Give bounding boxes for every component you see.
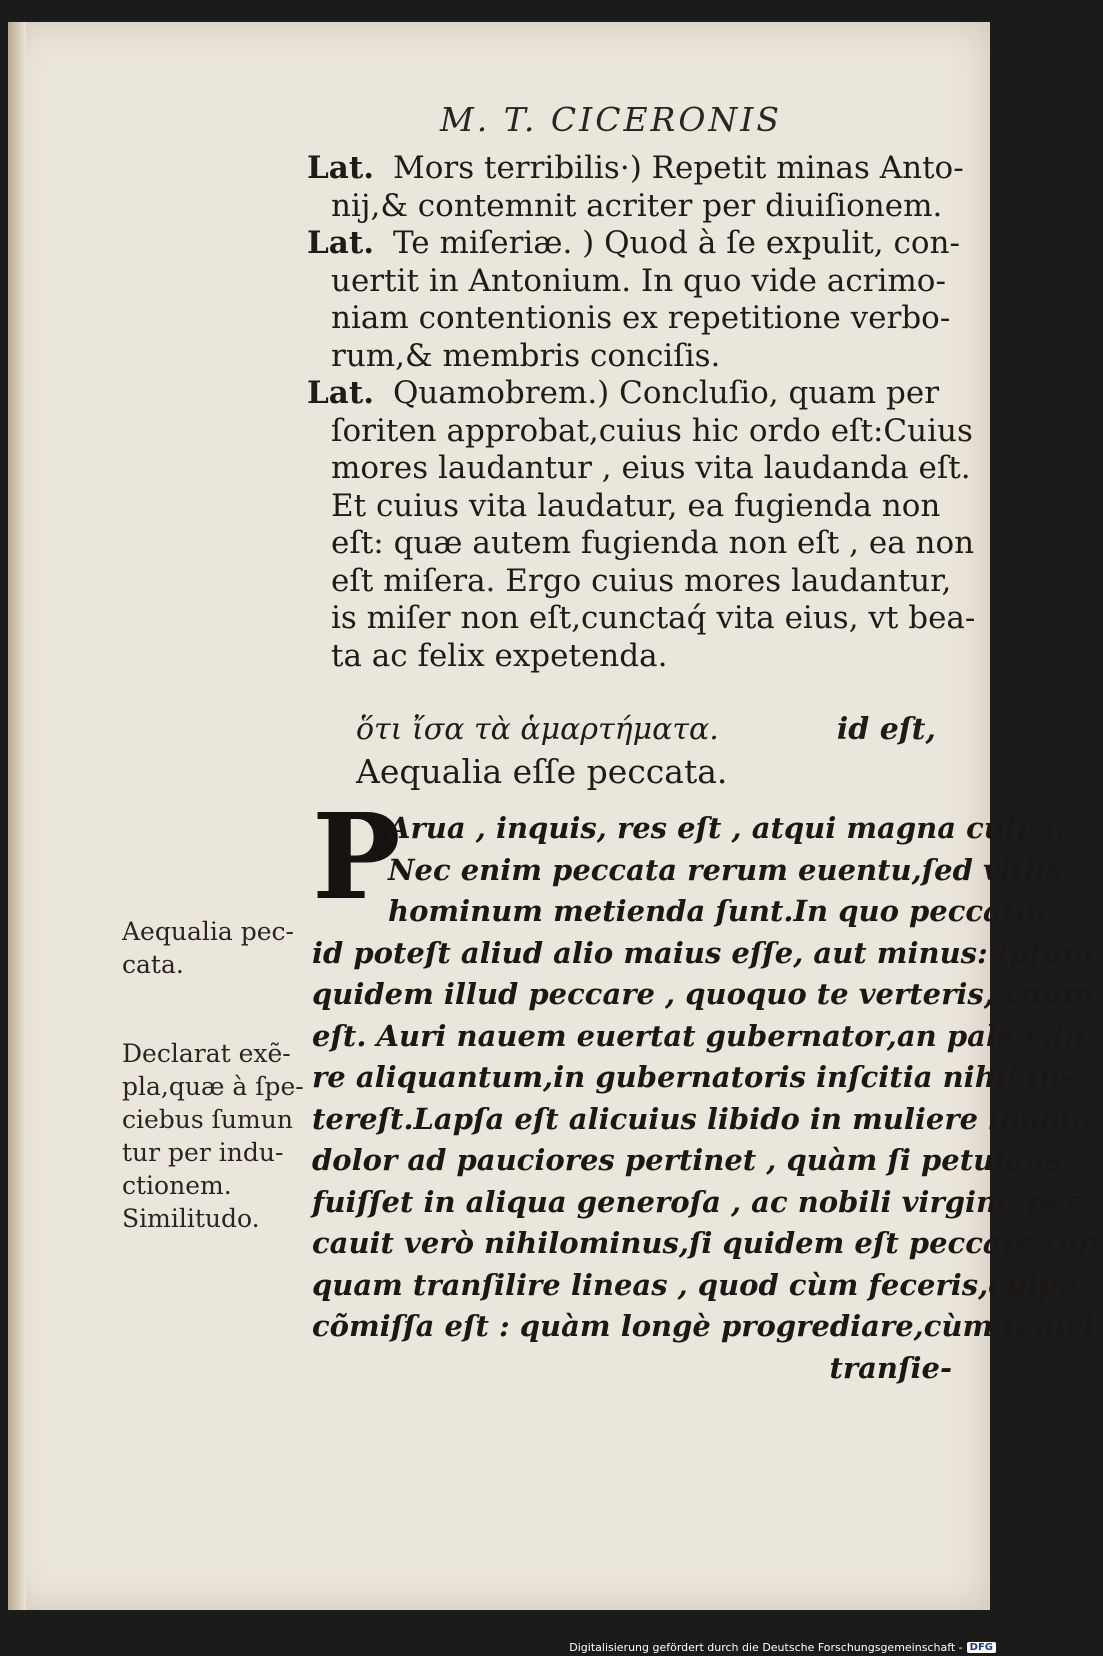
commentary-line [307,412,973,451]
commentary-line [307,150,964,188]
commentary-line [307,225,960,263]
margin-note-line: cata. [122,950,184,979]
commentary-text: Mors terribilis·) Repetit minas Anto- [393,150,964,186]
margin-note-line: Aequalia pec- [122,917,294,946]
commentary-line [307,263,957,301]
margin-notes [122,915,302,1291]
credit-text: Digitalisierung gefördert durch die Deutsche Forschungsgemeinschaft - [569,1641,963,1654]
main-text-line: cauit verò nihilominus,ſi quidem eſt peccare,tan [312,1226,1099,1260]
main-text-line: cõmiſſa eſt : quàm longè progrediare,cùm ſemel [312,1309,1095,1343]
commentary-line [307,525,975,563]
commentary-line [307,188,957,226]
margin-note-line: Similitudo. [122,1204,260,1233]
commentary-text: Et cuius vita laudatur, ea fugienda non [331,487,941,524]
main-text-line: quam tranſilire lineas , quod cùm feceris,culpa [312,1267,1077,1302]
main-text-line: tereſt.Lapſa eſt alicuius libido in muliere ignota: [312,1101,1103,1136]
commentary-text: mores laudantur , eius vita laudanda eſt. [331,450,971,486]
commentary-line [307,488,957,526]
greek-heading-line [356,712,956,747]
running-head: M. T. CICERONIS [440,100,782,139]
greek-heading: ὅτι ἴσα τὰ ἁμαρτήματα. [356,712,719,747]
main-text-line: re aliquantum,in gubernatoris inſcitia nihil in- [312,1060,1073,1094]
commentary-block [307,150,976,675]
main-text-line: dolor ad pauciores pertinet , quàm ſi petulans [312,1143,1062,1177]
commentary-text: rum,& membris conciſis. [331,337,721,374]
commentary-text: ſoriten approbat,cuius hic ordo eſt:Cuius [331,412,973,449]
main-text-line: fuiſſet in aliqua generoſa , ac nobili virgine:pec- [312,1184,1095,1219]
commentary-text: uertit in Antonium. In quo vide acrimo- [331,262,946,299]
main-text-line: Arua , inquis, res eſt , atqui magna culpa. [388,811,1066,845]
margin-note-line: ciebus ſumun [122,1105,293,1134]
main-text-line: eſt. Auri nauem euertat gubernator,an paleæ,in [312,1018,1085,1053]
dfg-logo: DFG [967,1642,996,1653]
commentary-text: Quamobrem.) Concluſio, quam per [393,375,940,411]
greek-gloss: id eſt, [836,712,936,747]
margin-note-line: Declarat exẽ- [122,1039,291,1068]
commentary-line [307,375,957,413]
margin-note [122,915,302,981]
main-text-line: tranſie- [829,1350,952,1385]
commentary-line [307,563,957,601]
commentary-line [307,638,957,676]
margin-note [122,1037,302,1235]
commentary-line [307,300,957,338]
main-text-line: Nec enim peccata rerum euentu,ſed vitijs [388,852,1063,887]
commentary-line [307,600,976,638]
drop-cap: P [312,787,401,926]
main-text-line: hominum metienda ſunt.In quo peccatur, [388,894,1060,928]
main-text-block [312,808,1103,1389]
commentary-text: niam contentionis ex repetitione verbo- [331,300,951,336]
commentary-line [307,338,957,376]
commentary-text: nij,& contemnit acriter per diuiſionem. [331,187,943,224]
commentary-text: is miſer non eſt,cunctaq́ vita eius, vt bea- [331,600,976,636]
commentary-abbr: Lat. [307,375,374,411]
main-text-line: id poteſt aliud alio maius eſſe, aut minus: ipſum [312,935,1094,970]
margin-note-line: tur per indu- [122,1138,284,1167]
commentary-abbr: Lat. [307,225,374,261]
commentary-abbr: Lat. [307,150,374,186]
section-subtitle: Aequalia eſſe peccata. [356,752,728,791]
commentary-text: eſt: quæ autem fugienda non eſt , ea non [331,525,975,561]
margin-note-line: ctionem. [122,1171,232,1200]
commentary-text: ta ac felix expetenda. [331,637,668,674]
commentary-line [307,450,971,488]
page-spine-shadow [8,22,26,1610]
commentary-text: Te miſeriæ. ) Quod à ſe expulit, con- [393,225,960,261]
commentary-text: eſt miſera. Ergo cuius mores laudantur, [331,562,952,599]
digitization-credit [569,1641,996,1654]
main-text-line: quidem illud peccare , quoquo te verteris, vnum [312,977,1094,1011]
margin-note-line: pla,quæ à ſpe- [122,1072,304,1101]
